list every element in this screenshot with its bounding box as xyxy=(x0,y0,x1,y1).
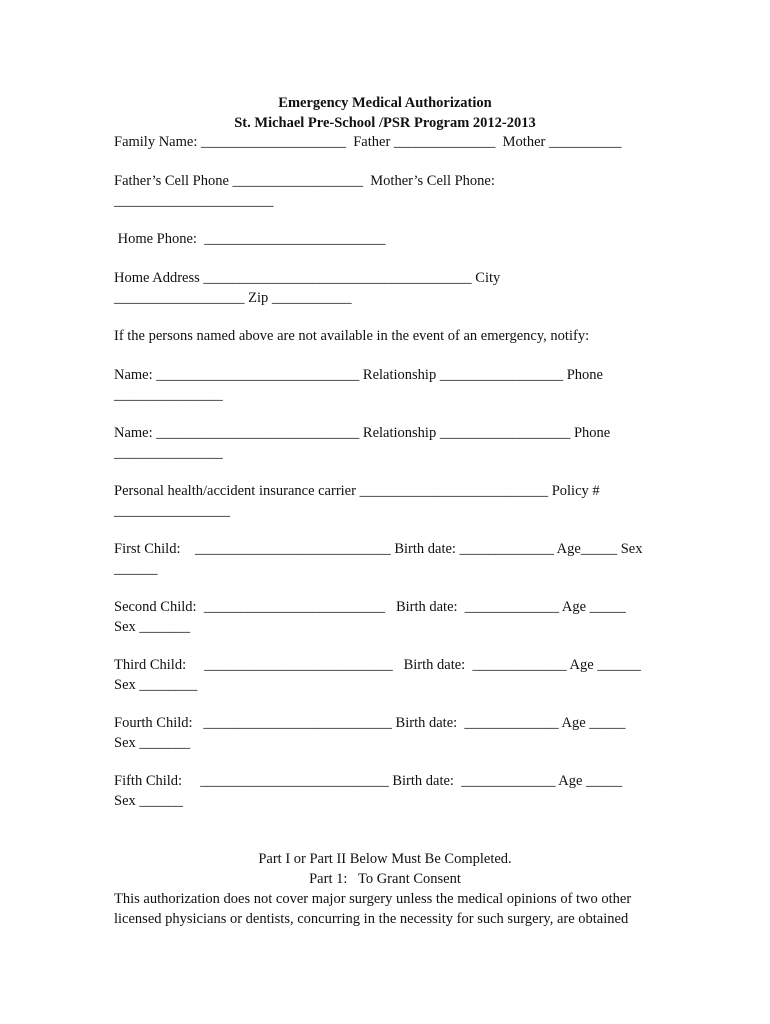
part-note: Part I or Part II Below Must Be Completed. xyxy=(258,851,512,867)
insurance-line: Personal health/accident insurance carrier __________________________ Policy # xyxy=(114,483,600,499)
fifth-child-line: Fifth Child: __________________________ Birth date: _____________ Age _____ xyxy=(114,773,623,789)
contact-1-line: Name: ____________________________ Relationship _________________ Phone xyxy=(114,367,603,383)
cell-phone-line: Father’s Cell Phone __________________ Mother’s Cell Phone: xyxy=(114,173,495,189)
second-child-line: Second Child: _________________________ Birth date: _____________ Age _____ xyxy=(114,599,626,615)
part-1-heading: Part 1: To Grant Consent xyxy=(309,871,461,887)
fifth-child-sex: Sex ______ xyxy=(114,793,183,809)
zip-line: __________________ Zip ___________ xyxy=(114,290,352,306)
home-address-line: Home Address _____________________________________ City xyxy=(114,270,501,286)
first-child-line: First Child: ___________________________ Birth date: _____________ Age_____ Sex xyxy=(114,541,643,557)
second-child-sex: Sex _______ xyxy=(114,619,191,635)
contact-1-phone-blank: _______________ xyxy=(114,387,223,403)
consent-paragraph: This authorization does not cover major surgery unless the medical opinions of two other licensed physicians or dentists, concurring in the necessity for such surgery, are obtained xyxy=(114,891,632,927)
cell-phone-blank: ______________________ xyxy=(114,193,274,209)
insurance-policy-blank: ________________ xyxy=(114,503,230,519)
fourth-child-line: Fourth Child: __________________________ Birth date: _____________ Age _____ xyxy=(114,715,626,731)
home-phone-line: Home Phone: _________________________ xyxy=(114,231,386,247)
family-name-line: Family Name: ____________________ Father ______________ Mother __________ xyxy=(114,134,622,150)
contact-2-line: Name: ____________________________ Relationship __________________ Phone xyxy=(114,425,611,441)
third-child-sex: Sex ________ xyxy=(114,677,198,693)
form-subtitle: St. Michael Pre-School /PSR Program 2012-2013 xyxy=(234,115,536,131)
contact-2-phone-blank: _______________ xyxy=(114,445,223,461)
third-child-line: Third Child: __________________________ Birth date: _____________ Age ______ xyxy=(114,657,641,673)
fourth-child-sex: Sex _______ xyxy=(114,735,191,751)
form-title: Emergency Medical Authorization xyxy=(278,95,492,111)
first-child-sex-blank: ______ xyxy=(114,561,158,577)
notify-text: If the persons named above are not available in the event of an emergency, notify: xyxy=(114,328,590,344)
